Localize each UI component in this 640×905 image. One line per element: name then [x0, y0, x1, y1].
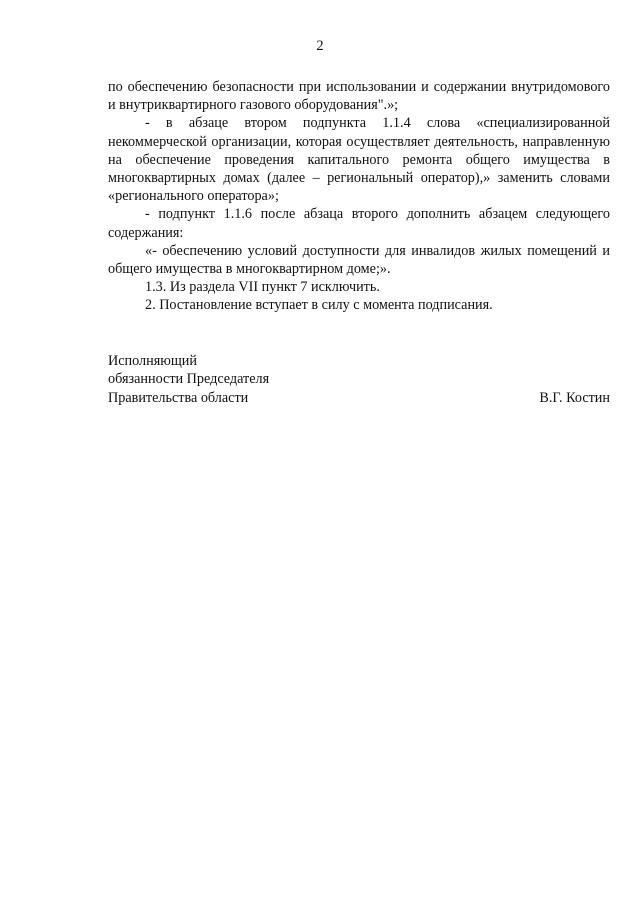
signature-line	[108, 389, 610, 407]
document-body	[108, 78, 610, 315]
paragraph-amendment-1-1-4: - в абзаце втором подпункта 1.1.4 слова «специализированной некоммерческой организации, которая осуществляет деятельность, направленную на обеспечение проведения капитального ремонта общего имущества в многоквартирных домах (далее – региональный оператор),» заменить словами «регионального оператора»;	[108, 115, 610, 205]
page-number: 2	[316, 38, 324, 54]
signatory-title-line-2: обязанности Председателя	[108, 371, 270, 388]
paragraph-continuation: по обеспечению безопасности при использовании и содержании внутридомового и внутриквартирного газового оборудования".»;	[108, 79, 610, 114]
signatory-title-line-1: Исполняющий	[108, 353, 197, 369]
paragraph-item-1-3: 1.3. Из раздела VII пункт 7 исключить.	[145, 279, 380, 296]
paragraph-new-text: «- обеспечению условий доступности для инвалидов жилых помещений и общего имущества в многоквартирном доме;».	[108, 242, 610, 278]
signatory-title-line-3: Правительства области	[108, 389, 249, 406]
signature-block	[108, 352, 610, 407]
paragraph-item-2: 2. Постановление вступает в силу с момента подписания.	[145, 297, 493, 314]
paragraph-amendment-1-1-6: - подпункт 1.1.6 после абзаца второго дополнить абзацем следующего содержания:	[108, 206, 610, 241]
signatory-name: В.Г. Костин	[539, 389, 610, 406]
